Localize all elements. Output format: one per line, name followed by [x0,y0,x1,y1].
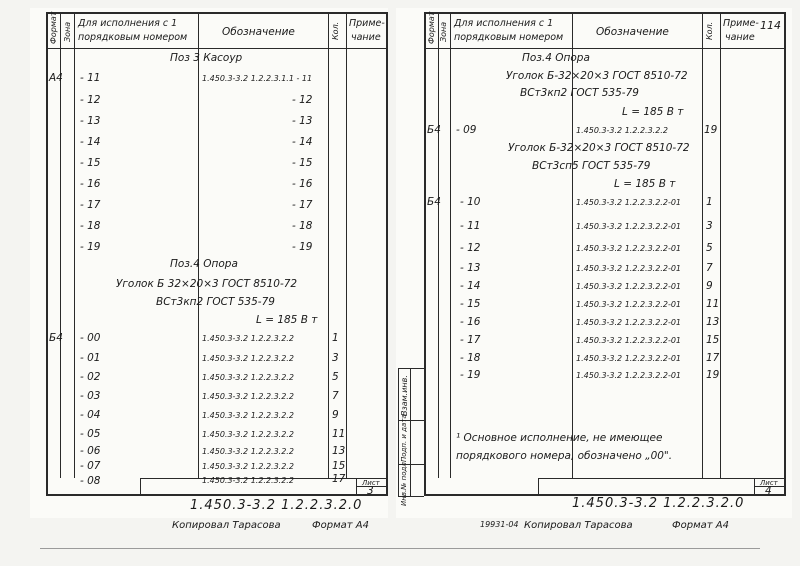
row-number: - 16 [80,178,101,190]
row-number: - 11 [80,72,101,84]
row-designation: - 17 [292,199,313,211]
row-format: Б4 [49,332,63,344]
row-number: - 14 [80,136,101,148]
col-note-label-2: чание [725,32,755,43]
row-qty: 9 [332,409,339,421]
row-designation: 1.450.3-3.2 1.2.2.3.2.2 [202,334,294,343]
col-format-label: Формат [427,11,436,44]
row-number: - 15 [460,298,481,310]
side-label-original-inv: Инв.№ подл. [400,459,408,506]
material-line-1: Уголок Б-32×20×3 ГОСТ 8510-72 [508,142,690,154]
material-line-2: ВСт3сп5 ГОСТ 535-79 [532,160,651,172]
title-block-designation: 1.450.3-3.2 1.2.2.3.2.0 [190,498,363,513]
row-format: Б4 [427,196,441,208]
row-designation: 1.450.3-3.2 1.2.2.3.2.2-01 [576,371,682,380]
row-designation: 1.450.3-3.2 1.2.2.3.2.2-01 [576,318,682,327]
section-title: Поз.4 Опора [522,52,590,64]
col-note-label-2: чание [351,32,381,43]
row-designation: 1.450.3-3.2 1.2.2.3.2.2-01 [576,336,682,345]
row-qty: 17 [706,352,720,364]
row-number: - 03 [80,390,101,402]
row-qty: 7 [332,390,339,402]
row-number: - 17 [460,334,481,346]
row-designation: - 13 [292,115,313,127]
row-number: - 06 [80,445,101,457]
row-designation: 1.450.3-3.2 1.2.2.3.2.2 [202,447,294,456]
row-designation: - 12 [292,94,313,106]
right-sheet [396,8,792,518]
right-footer-copied: Копировал Тарасова [524,520,633,531]
col-qty-label: Кол. [705,21,714,40]
length-line: L = 185 В т [256,314,318,326]
row-qty: 11 [706,298,720,310]
row-qty: 9 [706,280,713,292]
row-number: - 08 [80,475,101,487]
footnote-line-1: ¹ Основное исполнение, не имеющее [456,432,663,444]
row-designation: 1.450.3-3.2 1.2.2.3.2.2-01 [576,198,682,207]
row-number: - 16 [460,316,481,328]
col-version-label-2: порядковым номером [454,32,564,43]
row-format: А4 [49,72,63,84]
row-designation: 1.450.3-3.2 1.2.2.3.2.2 [202,373,294,382]
row-number: - 18 [80,220,101,232]
row-designation: - 18 [292,220,313,232]
row-qty: 17 [332,473,346,485]
material-line-1: Уголок Б 32×20×3 ГОСТ 8510-72 [116,278,298,290]
row-designation: 1.450.3-3.2 1.2.2.3.2.2-01 [576,244,682,253]
material-line-2: ВСт3кп2 ГОСТ 535-79 [156,296,275,308]
row-qty: 7 [706,262,713,274]
row-qty: 11 [332,428,346,440]
material-line-2: ВСт3кп2 ГОСТ 535-79 [520,87,639,99]
row-qty: 1 [332,332,339,344]
footnote-line-2: порядкового номера, обозначено „00". [456,450,673,462]
sheet-number: 4 [765,485,772,497]
row-number: - 12 [80,94,101,106]
side-label-replaced-inv: Взам.инв. [400,375,409,416]
col-zone-label: Зона [63,21,72,42]
row-number: - 11 [460,220,481,232]
row-qty: 13 [332,445,346,457]
material-line-1: Уголок Б-32×20×3 ГОСТ 8510-72 [506,70,688,82]
row-number: - 10 [460,196,481,208]
col-note-label-1: Приме- [349,18,385,29]
row-number: - 02 [80,371,101,383]
row-qty: 3 [706,220,713,232]
row-number: - 17 [80,199,101,211]
row-number: - 14 [460,280,481,292]
row-format: Б4 [427,124,441,136]
section-title: Поз.4 Опора [170,258,238,270]
row-designation: 1.450.3-3.2 1.2.2.3.2.2 [202,476,294,485]
row-number: - 00 [80,332,101,344]
right-footer-code: 19931-04 [480,520,519,529]
row-designation: 1.450.3-3.2 1.2.2.3.2.2-01 [576,264,682,273]
row-number: - 07 [80,460,101,472]
row-designation: 1.450.3-3.2 1.2.2.3.2.2-01 [576,222,682,231]
col-designation-label: Обозначение [596,26,669,38]
row-designation: - 15 [292,157,313,169]
title-block-designation: 1.450.3-3.2 1.2.2.3.2.0 [572,496,745,511]
row-qty: 19 [706,369,720,381]
col-qty-label: Кол. [331,21,340,40]
row-qty: 15 [706,334,720,346]
row-qty: 19 [704,124,718,136]
left-sheet [30,8,388,518]
row-number: - 04 [80,409,101,421]
row-qty: 3 [332,352,339,364]
length-line: L = 185 В т [614,178,676,190]
col-note-label-1: Приме- [723,18,759,29]
col-version-label-2: порядковым номером [78,32,188,43]
row-qty: 5 [332,371,339,383]
row-designation: 1.450.3-3.2 1.2.2.3.2.2 [202,392,294,401]
row-designation: 1.450.3-3.2 1.2.2.3.2.2 [202,354,294,363]
length-line: L = 185 В т [622,106,684,118]
row-qty: 15 [332,460,346,472]
row-number: - 01 [80,352,101,364]
row-designation: 1.450.3-3.2 1.2.2.3.2.2 [576,126,668,135]
row-number: - 13 [80,115,101,127]
col-version-label-1: Для исполнения с 1 [78,18,178,29]
side-label-sign-date: Подп. и дата [400,414,408,462]
row-designation: 1.450.3-3.2 1.2.2.3.2.2 [202,462,294,471]
page-mark: 114 [760,19,781,32]
row-number: - 15 [80,157,101,169]
row-number: - 19 [460,369,481,381]
sheet-label: Лист [362,479,380,487]
section-title: Поз 3 Касоур [170,52,243,64]
left-footer-format: Формат А4 [312,520,369,531]
row-designation: 1.450.3-3.2 1.2.2.3.2.2 [202,430,294,439]
row-designation: - 14 [292,136,313,148]
row-designation: - 19 [292,241,313,253]
row-designation: 1.450.3-3.2 1.2.2.3.2.2-01 [576,282,682,291]
sheet-label: Лист [760,479,778,487]
left-footer-copied: Копировал Тарасова [172,520,281,531]
row-number: - 19 [80,241,101,253]
row-number: - 18 [460,352,481,364]
col-version-label-1: Для исполнения с 1 [454,18,554,29]
row-number: - 13 [460,262,481,274]
row-designation: - 16 [292,178,313,190]
row-number: - 05 [80,428,101,440]
row-qty: 1 [706,196,713,208]
col-zone-label: Зона [439,21,448,42]
row-qty: 5 [706,242,713,254]
row-qty: 13 [706,316,720,328]
row-designation: 1.450.3-3.2 1.2.2.3.2.2-01 [576,354,682,363]
row-number: - 09 [456,124,477,136]
right-footer-format: Формат А4 [672,520,729,531]
row-number: - 12 [460,242,481,254]
col-designation-label: Обозначение [222,26,295,38]
col-format-label: Формат [49,11,58,44]
sheet-number: 3 [367,485,374,497]
row-designation: 1.450.3-3.2 1.2.2.3.2.2-01 [576,300,682,309]
row-designation: 1.450.3-3.2 1.2.2.3.2.2 [202,411,294,420]
row-designation: 1.450.3-3.2 1.2.2.3.1.1 - 11 [202,74,313,83]
